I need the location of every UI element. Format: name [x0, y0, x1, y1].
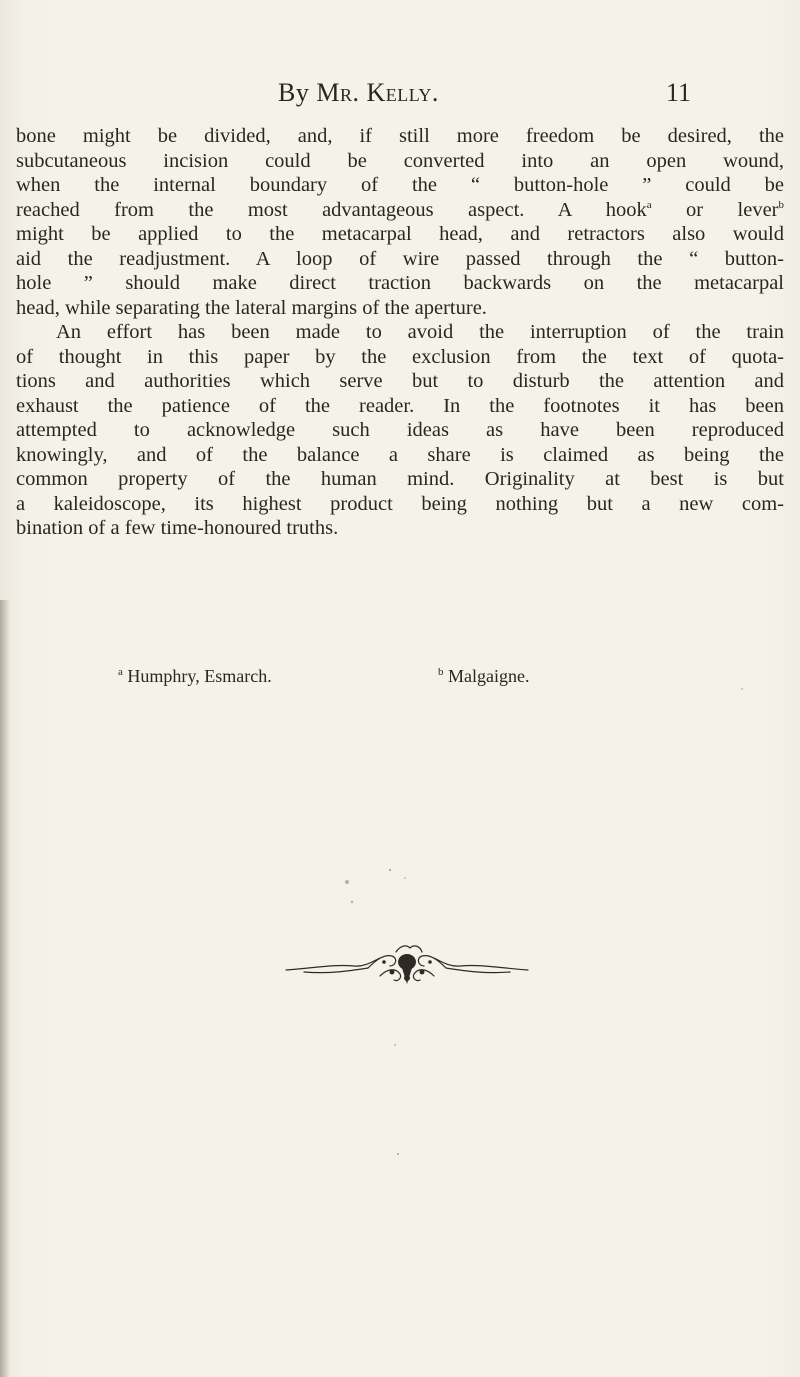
footnote-mark-a: a: [118, 666, 123, 678]
text-line: knowingly, and of the balance a share is claimed as being the: [16, 443, 784, 466]
text-line: An effort has been made to avoid the interruption of the train: [56, 321, 784, 343]
running-head: [0, 78, 800, 112]
text-line: exhaust the patience of the reader. In the footnotes it has been: [16, 394, 784, 417]
text-line: hole ” should make direct traction backwards on the metacarpal: [16, 272, 784, 294]
text-line: tions and authorities which serve but to disturb the attention and: [16, 370, 784, 392]
footnote-a: [118, 666, 272, 687]
body-text: [16, 124, 784, 541]
text-line: attempted to acknowledge such ideas as have been reproduced: [16, 419, 784, 441]
text-line-with-refs: [16, 198, 784, 223]
text-line: when the internal boundary of the “ button-hole ” could be: [16, 174, 784, 196]
footnotes: [0, 666, 800, 694]
text-line: subcutaneous incision could be converted into an open wound,: [16, 149, 784, 172]
text-line: common property of the human mind. Originality at best is but: [16, 468, 784, 490]
text-fragment: or lever: [651, 198, 779, 221]
footnote-text-a: Humphry, Esmarch.: [122, 666, 272, 686]
footnote-text-b: Malgaigne.: [443, 666, 530, 686]
text-line: head, while separating the lateral margins of the aperture.: [16, 296, 487, 319]
text-line: of thought in this paper by the exclusion from the text of quota-: [16, 345, 784, 368]
text-line: might be applied to the metacarpal head, and retractors also would: [16, 223, 784, 245]
page-number: 11: [666, 78, 692, 107]
text-line: bone might be divided, and, if still more freedom be desired, the: [16, 125, 784, 147]
running-title: [278, 78, 439, 108]
footnote-ref-a: a: [646, 198, 652, 211]
footnote-mark-b: b: [438, 666, 444, 678]
footnote-ref-b: b: [778, 198, 784, 211]
gutter-shadow: [0, 600, 10, 1377]
tailpiece-ornament: [284, 938, 530, 988]
footnote-b: [438, 666, 529, 687]
running-title-author: Mr. Kelly.: [316, 78, 439, 107]
text-fragment: reached from the most advantageous aspect. A hook: [16, 198, 647, 221]
text-line: aid the readjustment. A loop of wire passed through the “ button-: [16, 247, 784, 270]
running-title-prefix: By: [278, 78, 317, 107]
text-line: a kaleidoscope, its highest product being nothing but a new com-: [16, 492, 784, 515]
text-line: bination of a few time-honoured truths.: [16, 517, 339, 539]
